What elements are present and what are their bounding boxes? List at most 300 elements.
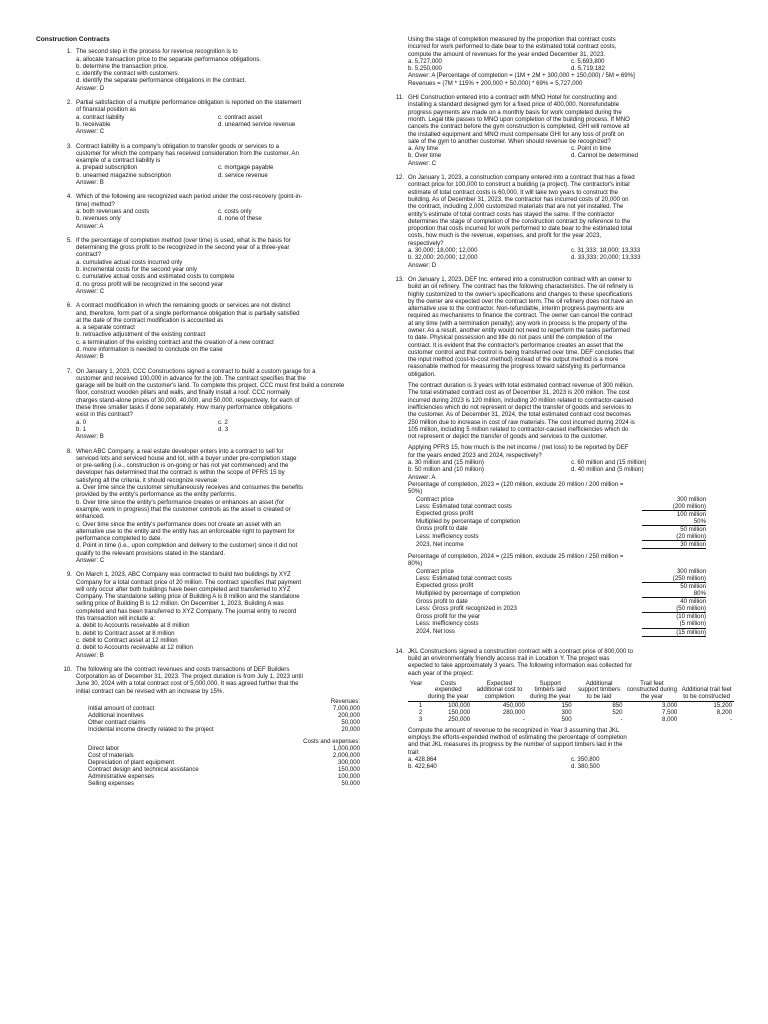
- text-line: this transaction will include a:: [76, 615, 155, 623]
- row-amount: 300 million: [676, 495, 706, 503]
- text-line: charges stand-alone prices of 30,000, 40,000, and 50,000, respectively, for each of: [76, 396, 300, 404]
- text-line: satisfying all the criteria, it should recognize revenue:: [76, 476, 219, 484]
- option-choice: a. prepaid subscription: [76, 164, 138, 172]
- row-amount: 2,000,000: [332, 751, 360, 759]
- table-heading: Costs and expenses:: [303, 737, 360, 745]
- option-choice: a. both revenues and costs: [76, 207, 150, 215]
- row-label: Expected gross profit: [416, 582, 474, 590]
- row-amount: 7,000,000: [332, 705, 360, 713]
- text-line: b. debit to Contract asset at 8 million: [76, 629, 175, 637]
- question-body: [76, 368, 360, 441]
- text-line: Percentage of completion, 2024 = (225 million, exclude 25 million / 250 million =: [408, 553, 624, 561]
- row-amount: (250 million): [642, 575, 706, 583]
- question-number: 2.: [66, 99, 72, 107]
- option-choice: d. 33,333; 20,000; 13,333: [571, 254, 641, 262]
- answer-line: Answer: C: [76, 128, 105, 136]
- table-cell: -: [729, 715, 732, 723]
- calc-table: [416, 568, 706, 637]
- row-amount: 30 million: [642, 541, 706, 549]
- text-line: Answer: C: [76, 557, 105, 564]
- text-line: Partial satisfaction of a multiple performance obligation is reported on the statement: [76, 99, 302, 107]
- financial-table: [88, 698, 360, 733]
- option-choice: b. Over time: [408, 152, 442, 160]
- text-line: entity's estimate of total contract costs has stayed the same. If the contractor: [408, 210, 615, 218]
- text-line: or pre-selling (i.e., construction is on-going or has not yet commenced) and the: [76, 462, 289, 470]
- table-row: [416, 496, 706, 503]
- text-line: reasonable method for measuring the progress toward satisfying its performance: [408, 363, 626, 371]
- option-choice: b. unearned magazine subscription: [76, 171, 171, 179]
- row-label: Less: Estimated total contract costs: [416, 574, 512, 582]
- option-row: [408, 254, 734, 261]
- row-label: Expected gross profit: [416, 510, 474, 518]
- row-amount: 100,000: [337, 772, 360, 780]
- jkl-data-table: [408, 681, 734, 723]
- question-body: [76, 302, 360, 360]
- row-amount: (200 million): [642, 503, 706, 511]
- option-row: [408, 466, 734, 473]
- text-line: d. more information is needed to conclude on the case: [76, 345, 223, 353]
- question-number: 5.: [66, 236, 72, 244]
- text-line: 80%): [408, 560, 423, 568]
- text-line: incurred for work performed to date bear to the estimated total contract costs,: [408, 43, 617, 51]
- table-row: [416, 533, 706, 541]
- option-choice: c. 2: [218, 418, 228, 426]
- row-label: Multiplied by percentage of completion: [416, 590, 520, 598]
- question-number: 4.: [66, 193, 72, 201]
- text-line: floor, construct wooden pillars and walls, and finally install a roof. CCC normally: [76, 389, 291, 397]
- column-header: Additional trail feet to be constructed: [681, 686, 732, 700]
- table-row: [88, 745, 360, 752]
- row-amount: 200,000: [337, 712, 360, 720]
- question-number: 11.: [395, 94, 404, 102]
- question-item: [368, 94, 734, 167]
- option-choice: a. 30,000; 18,000; 12,000: [408, 247, 478, 255]
- text-line: by the owner are expected over the contract term. The oil refinery does not have an: [408, 297, 633, 305]
- table-row: [416, 568, 706, 575]
- table-cell: 8,000: [662, 715, 678, 723]
- option-row: [408, 247, 734, 254]
- row-label: Less: Inefficiency costs: [416, 620, 479, 628]
- text-line: Contract liability is a company's obligation to transfer goods or services to a: [76, 142, 280, 150]
- text-line: 50%): [408, 488, 423, 496]
- text-line: c. identify the contract with customers.: [76, 70, 180, 78]
- calc-table: [416, 496, 706, 550]
- question-list-left: [36, 48, 360, 695]
- option-choice: a. 428,864: [408, 756, 437, 764]
- column-header: Trail feet constructed during the year: [626, 679, 677, 700]
- row-label: Other contract claims: [88, 719, 146, 727]
- option-row: [408, 58, 734, 65]
- text-line: Using the stage of completion measured by the proportion that contract costs: [408, 36, 616, 43]
- table-row: [88, 698, 360, 705]
- text-line: qualify to the relevant provisions stated in the standard.: [76, 549, 226, 557]
- text-line: highly customized to the owner's specifications and changes to these specifications: [408, 290, 633, 298]
- option-row: [76, 121, 360, 128]
- financial-table: [88, 738, 360, 788]
- text-line: a. Over time since the customer simultaneously receives and consumes the benefits: [76, 484, 303, 492]
- option-choice: b. 50 million and (10 million): [408, 466, 484, 474]
- text-line: respectively?: [408, 239, 444, 247]
- option-row: [76, 114, 360, 121]
- text-line: b. determine the transaction price.: [76, 62, 169, 70]
- question-body: [408, 174, 734, 269]
- q10-continued: [408, 36, 734, 87]
- table-row: [416, 620, 706, 628]
- option-choice: c. 60 million and (15 million): [571, 459, 647, 467]
- table-cell: 850: [574, 701, 625, 709]
- option-choice: d. none of these: [218, 215, 262, 223]
- option-choice: b. 32,000; 20,000; 12,000: [408, 254, 478, 262]
- text-line: Answer: B: [76, 651, 104, 659]
- table-row: [416, 575, 706, 583]
- question-list-right: [368, 94, 734, 771]
- row-label: Administrative expenses: [88, 772, 155, 780]
- question-item: [36, 193, 360, 229]
- text-line: The total estimated contract cost as of December 31, 2023 is 200 million. The cost: [408, 389, 630, 397]
- option-choice: b. revenues only: [76, 215, 121, 223]
- answer-line: Revenues = (7M * 115% + 200,000 + 50,000) * 69% = 5,727,000: [408, 79, 583, 87]
- table-row: [88, 759, 360, 766]
- table-row: [408, 716, 734, 723]
- row-amount: (5 million): [642, 620, 706, 628]
- column-header: Support timbers laid during the year: [529, 679, 571, 700]
- text-line: building. As of December 31, 2023, the contractor has incurred costs of 20,000 on: [408, 195, 629, 203]
- text-line: alternative use to the entity and the entity has an enforceable right to payment for: [76, 527, 295, 535]
- text-line: obligation.: [408, 370, 436, 378]
- option-row: [408, 763, 734, 770]
- table-header-row: [408, 681, 734, 701]
- text-line: to date. Physical possession and title do not pass until the completion of the: [408, 334, 613, 342]
- option-choice: c. 31,333; 18,000; 13,333: [571, 247, 641, 255]
- row-label: Selling expenses: [88, 780, 135, 788]
- option-choice: b. receivable: [76, 120, 111, 128]
- table-cell: 300: [561, 708, 572, 716]
- row-label: Less: Estimated total contract costs: [416, 502, 512, 510]
- row-label: Additional incentives: [88, 712, 144, 720]
- text-line: 105 million, including 5 million related to contractor-caused inefficiencies which do: [408, 425, 629, 433]
- text-line: June 30, 2024 with a total contract cost of 5,000,000. It was agreed further that the: [76, 680, 299, 688]
- text-line: c. a termination of the existing contract and the creation of a new contract: [76, 338, 274, 346]
- question-body: [76, 571, 360, 659]
- text-line: developer has determined that the contract is within the scope of PFRS 15 by: [76, 469, 285, 477]
- table-row: [416, 503, 706, 511]
- text-line: The contract duration is 3 years with total estimated contract revenue of 300 million.: [408, 382, 634, 390]
- question-item: [36, 48, 360, 92]
- text-line: On January 1, 2023, a construction company entered into a contract that has a fixed: [408, 174, 635, 182]
- text-line: c. cumulative actual costs and estimated costs to complete: [76, 273, 235, 281]
- text-line: Applying PFRS 15, how much is the net income / (net loss) to be reported by DEF: [408, 444, 629, 452]
- row-amount: 1,000,000: [332, 744, 360, 752]
- text-line: a. a separate contract: [76, 324, 135, 332]
- row-amount: 150,000: [337, 765, 360, 773]
- text-line: The following are the contract revenues and costs transactions of DEF Builders: [76, 665, 290, 673]
- table-row: [408, 709, 734, 716]
- text-line: When ABC Company, a real estate developer enters into a contract to sell for: [76, 447, 284, 455]
- row-label: Depreciation of plant equipment: [88, 758, 175, 766]
- text-line: and that JKL measures its progress by the number of support timbers laid in the: [408, 741, 623, 749]
- text-line: JKL Constructions signed a construction contract with a contract price of 800,000 to: [408, 647, 634, 655]
- row-amount: 20,000: [341, 726, 360, 734]
- text-line: contract price for 100,000 to construct a building (a project). The contractor's initial: [408, 181, 630, 189]
- option-row: [408, 756, 734, 763]
- option-choice: d. 5,719,182: [571, 65, 605, 73]
- question-number: 6.: [66, 302, 72, 310]
- table-row: [88, 712, 360, 719]
- text-line: exist in this contract?: [76, 411, 133, 419]
- option-row: [76, 164, 360, 171]
- table-row: [88, 705, 360, 712]
- column-header: Year: [410, 679, 423, 687]
- table-row: [416, 605, 706, 613]
- table-cell: 150,000: [448, 708, 471, 716]
- answer-line: Answer: B: [76, 179, 104, 187]
- option-choice: d. service revenue: [218, 171, 268, 179]
- question-item: [36, 448, 360, 565]
- text-line: customer for which the company has received consideration from the customer. An: [76, 149, 299, 157]
- text-line: incurred during 2023 is 120 million, including 20 million related to contractor-caused: [408, 396, 634, 404]
- question-item: [36, 302, 360, 360]
- option-choice: c. costs only: [218, 207, 252, 215]
- row-amount: 300 million: [676, 567, 706, 575]
- question-item: [368, 648, 734, 771]
- text-line: c. debit to Contract asset at 12 million: [76, 636, 178, 644]
- question-body: [76, 143, 360, 187]
- row-amount: (10 million): [676, 613, 706, 621]
- question-number: 8.: [66, 447, 72, 455]
- text-line: contract. It is evident that the contractor's performance creates an asset that the: [408, 341, 624, 349]
- question-item: [36, 143, 360, 187]
- text-line: employs the efforts-expended method of estimating the percentage of completion: [408, 734, 627, 742]
- table-row: [408, 701, 734, 709]
- text-line: these three smaller tasks if done separately. How many performance obligations: [76, 404, 292, 412]
- table-row: [88, 726, 360, 733]
- row-label: Contract price: [416, 495, 454, 503]
- text-line: serviced lots and serviced house and lot, with a buyer under pre-completion stage: [76, 454, 297, 462]
- question-number: 12.: [395, 174, 404, 182]
- row-label: Initial amount of contract: [88, 705, 155, 713]
- text-line: 250 million due to increase in cost of raw materials. The cost incurred during 2024 is: [408, 418, 635, 426]
- table-row: [416, 525, 706, 533]
- row-amount: (20 million): [642, 533, 706, 541]
- text-line: expected to take approximately 3 years. The following information was collected for: [408, 662, 633, 670]
- column-header: Expected additional cost to completion: [476, 679, 523, 700]
- text-line: will only occur after both buildings have been completed and transferred to XYZ: [76, 585, 291, 593]
- text-line: owner. As a result, another entity would not need to reperform the tasks performed: [408, 326, 630, 334]
- row-label: Multiplied by percentage of completion: [416, 517, 520, 525]
- text-line: customer and received 100,000 in advance for the job. The contract specifies that the: [76, 374, 306, 382]
- table-cell: 8,200: [716, 708, 732, 716]
- question-number: 3.: [66, 142, 72, 150]
- row-amount: 100 million: [676, 510, 706, 518]
- row-amount: 50 million: [680, 582, 706, 590]
- answer-line: Answer: B: [76, 433, 104, 441]
- table-cell: 1: [408, 701, 424, 709]
- text-line: completed and has been transferred to XYZ Company. The journal entry to record: [76, 607, 297, 615]
- table-cell: 3: [418, 715, 423, 723]
- text-line: each year of the project:: [408, 669, 474, 677]
- text-line: d. no gross profit will be recognized in the second year: [76, 280, 224, 288]
- option-choice: d. 40 million and (5 million): [571, 466, 644, 474]
- question-body: [76, 99, 360, 135]
- text-line: the customer. As of December 31, 2024, the total estimated contract cost becomes: [408, 411, 631, 419]
- table-row: [416, 510, 706, 518]
- option-choice: a. contract liability: [76, 113, 125, 121]
- text-line: time) method?: [76, 200, 115, 208]
- option-choice: a. 5,727,000: [408, 57, 442, 65]
- row-label: Less: Gross profit recognized in 2023: [416, 605, 517, 613]
- question-body: [76, 237, 360, 295]
- text-line: for the years ended 2023 and 2024, respectively?: [408, 451, 542, 459]
- option-choice: c. 5,693,800: [571, 57, 605, 65]
- text-line: progress payments are made on a monthly basis for work completed during the: [408, 108, 622, 116]
- row-label: Less: Inefficiency costs: [416, 532, 479, 540]
- question-item: [36, 237, 360, 295]
- table-cell: 2: [418, 708, 423, 716]
- text-line: b. retroactive adjustment of the existing contract: [76, 331, 206, 339]
- question-body: [408, 648, 734, 771]
- option-choice: d. unearned service revenue: [218, 120, 296, 128]
- answer-line: Answer: A [Percentage of completion = (1M + 2M + 300,000 + 150,000) / 5M = 69%]: [408, 72, 635, 80]
- table-row: [88, 738, 360, 745]
- text-line: Corporation as of December 31, 2023. The project duration is from July 1, 2023 until: [76, 673, 303, 681]
- question-body: [76, 193, 360, 229]
- text-line: Answer: D: [76, 84, 105, 92]
- row-amount: (15 million): [642, 628, 706, 636]
- answer-line: Answer: A: [408, 473, 436, 481]
- answer-line: Answer: C: [408, 159, 437, 167]
- left-column: [36, 36, 360, 787]
- text-line: trail:: [408, 748, 420, 756]
- row-label: 2024, Net loss: [416, 628, 455, 636]
- text-line: Company for a total contract price of 20 million. The contract specifies that payment: [76, 578, 302, 586]
- row-label: Gross profit for the year: [416, 612, 481, 620]
- row-amount: (50 million): [642, 605, 706, 613]
- text-line: a. debit to Accounts receivable at 8 million: [76, 622, 190, 630]
- table-cell: 500: [561, 715, 572, 723]
- row-label: Gross profit to date: [416, 525, 468, 533]
- row-label: Gross profit to date: [416, 597, 468, 605]
- question-body: [408, 276, 734, 641]
- option-row: [408, 145, 734, 152]
- text-line: Compute the amount of revenue to be recognized in Year 3 assuming that JKL: [408, 726, 620, 734]
- column-header: Additional support timbers to be laid: [578, 679, 621, 700]
- text-line: build an oil refinery. The contract has the following characteristics. The oil refinery is: [408, 283, 634, 291]
- text-line: proportion that costs incurred for work performed to date bear to the estimated total: [408, 225, 633, 233]
- row-label: Incidental income directly related to the project: [88, 726, 214, 734]
- option-choice: b. 422,640: [408, 763, 437, 771]
- question-number: 10.: [63, 665, 72, 673]
- table-row: [88, 773, 360, 780]
- row-amount: 50%: [642, 518, 706, 526]
- text-line: contract?: [76, 251, 102, 259]
- question-number: 9.: [66, 571, 72, 579]
- text-line: not represent or depict the transfer of goods and services to the customer.: [408, 433, 608, 441]
- question-item: [368, 276, 734, 641]
- text-line: enhanced.: [76, 513, 105, 521]
- question-item: [368, 174, 734, 269]
- question-body: [76, 448, 360, 565]
- table-cell: 520: [612, 708, 623, 716]
- table-cell: 15,200: [679, 701, 734, 709]
- row-amount: 40 million: [680, 598, 706, 606]
- column-header: Costs expended during the year: [427, 679, 469, 700]
- text-line: a. cumulative actual costs incurred only: [76, 258, 183, 266]
- text-line: of financial position as: [76, 106, 136, 114]
- question-body: [76, 48, 360, 92]
- option-row: [76, 215, 360, 222]
- row-amount: 50,000: [341, 719, 360, 727]
- option-row: [408, 459, 734, 466]
- row-label: Contract price: [416, 567, 454, 575]
- table-row: [416, 541, 706, 549]
- option-choice: d. 3: [218, 425, 229, 433]
- text-line: On January 1, 2023, CCC Constructions signed a contract to build a custom garage for a: [76, 367, 316, 375]
- row-label: Contract design and technical assistance: [88, 765, 199, 773]
- text-line: A contract modification in which the remaining goods or services are not distinct: [76, 302, 291, 310]
- row-amount: 50,000: [341, 780, 360, 788]
- option-choice: a. Any time: [408, 145, 439, 153]
- option-choice: a. 30 million and (15 million): [408, 459, 484, 467]
- table-row: [416, 628, 706, 636]
- option-choice: c. mortgage payable: [218, 164, 274, 172]
- row-amount: 300,000: [337, 758, 360, 766]
- text-line: the input method (cost-to-cost method) instead of the output method is a more: [408, 356, 619, 364]
- text-line: b. incremental costs for the second year only: [76, 266, 197, 274]
- table-row: [88, 752, 360, 759]
- text-line: month. Legal title passes to MNO upon completion of the building process. If MNO: [408, 115, 630, 123]
- text-line: Company. The standalone selling price of Building A is 8 million and the standalone: [76, 593, 300, 601]
- text-line: Which of the following are recognized each period under the cost-recovery (point-in-: [76, 193, 303, 201]
- row-label: Cost of materials: [88, 751, 134, 759]
- option-row: [408, 152, 734, 159]
- question-item: [36, 666, 360, 695]
- table-cell: 100,000: [424, 701, 472, 709]
- text-line: If the percentage of completion method (over time) is used, what is the basis for: [76, 236, 291, 244]
- option-row: [408, 65, 734, 72]
- answer-line: Answer: A: [76, 222, 104, 230]
- option-row: [76, 426, 360, 433]
- text-line: cancels the contract before the gym construction is completed, GHI will remove all: [408, 123, 630, 131]
- text-line: estimate of total contract costs is 60,000. It will take two years to construct the: [408, 188, 618, 196]
- table-cell: -: [620, 715, 623, 723]
- text-line: costs, how much is the revenue, expenses, and profit for the year 2023,: [408, 232, 602, 240]
- text-line: the installed equipment and MNO must compensate GHI for any loss of profit on: [408, 130, 625, 138]
- q10-financial-table: [88, 698, 360, 787]
- table-row: [88, 766, 360, 773]
- right-column: [395, 36, 734, 778]
- question-item: [36, 368, 360, 441]
- question-body: [76, 666, 360, 695]
- table-cell: 250,000: [448, 715, 471, 723]
- table-cell: 3,000: [625, 701, 680, 709]
- text-line: d. debit to Accounts receivable at 12 million: [76, 644, 193, 652]
- question-number: 13.: [395, 275, 404, 283]
- option-row: [76, 419, 360, 426]
- text-line: Percentage of completion, 2023 = (120 million, exclude 20 million / 200 million =: [408, 480, 624, 488]
- text-line: the contract, including 2,000 customized materials that are not yet installed. The: [408, 203, 624, 211]
- question-number: 1.: [66, 48, 72, 56]
- text-line: example, work in progress) that the customer controls as the asset is created or: [76, 505, 291, 513]
- option-choice: d. 380,500: [571, 763, 600, 771]
- text-line: and, therefore, form part of a single performance obligation that is partially satisfied: [76, 309, 300, 317]
- text-line: customer control and that control is being transferred over time. DEF concludes that: [408, 348, 634, 356]
- row-label: 2023, Net income: [416, 540, 464, 548]
- table-heading: Revenues:: [330, 698, 360, 706]
- text-line: initial contract can be revised with an increase by 15%.: [76, 687, 225, 695]
- table-cell: 7,500: [662, 708, 678, 716]
- option-choice: c. 350,800: [571, 756, 600, 764]
- text-line: compute the amount of revenues for the year ended December 31, 2023.: [408, 50, 606, 58]
